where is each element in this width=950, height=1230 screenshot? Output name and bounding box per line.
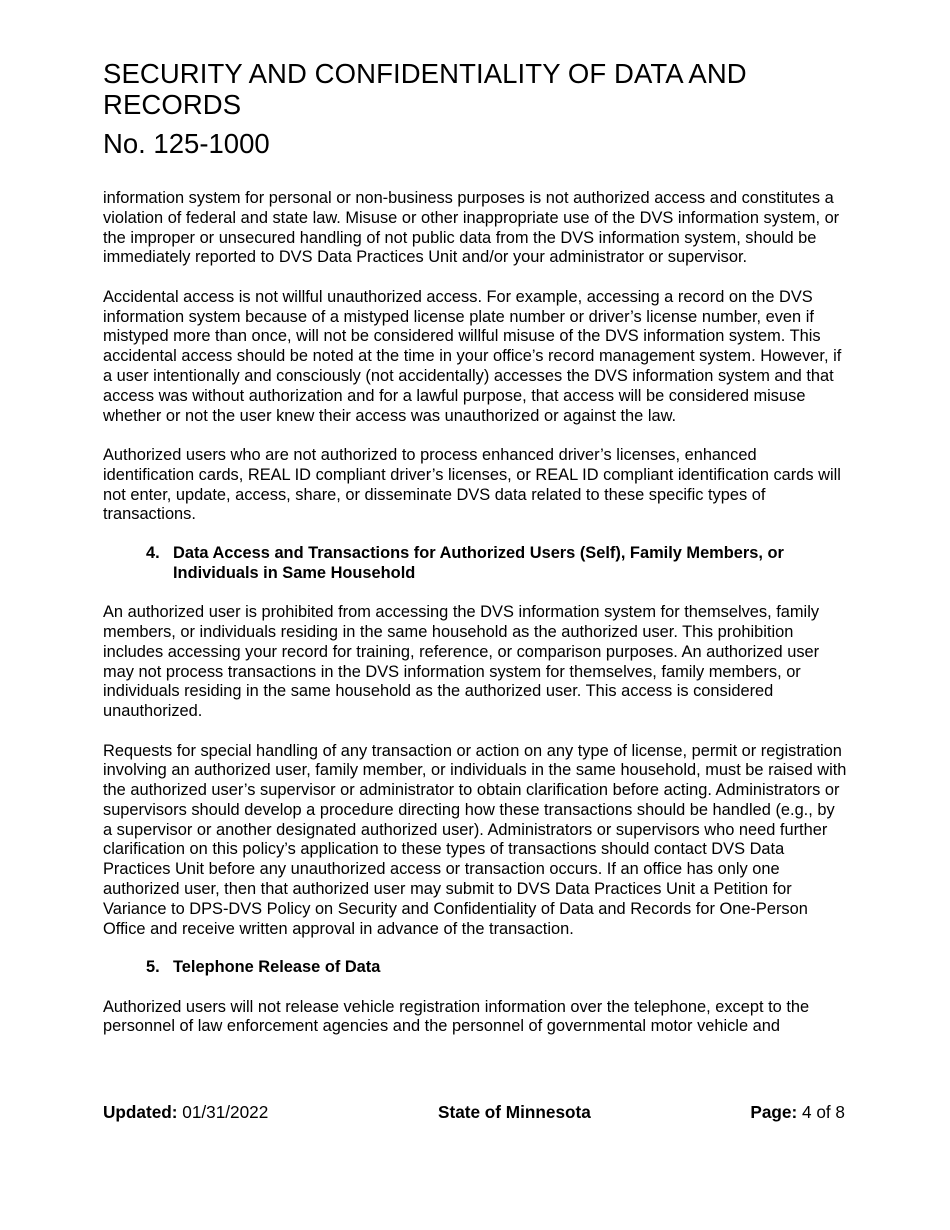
document-number: No. 125-1000 [103,128,270,159]
section-title: Telephone Release of Data [173,958,381,977]
document-page [103,58,848,1057]
updated-label: Updated: [103,1102,178,1122]
section-number: 5. [146,958,160,977]
section-title: Data Access and Transactions for Authorized Users (Self), Family Members, or Individuals in Same Household [173,543,784,582]
paragraph-accidental-access: Accidental access is not willful unauthorized access. For example, accessing a record on the DVS information system because of a mistyped license plate number or driver’s license number, even if mistyped more than once, will not be considered willful misuse of the DVS information system. This accidental access should be noted at the time in your office’s record management system. However, if a user intentionally and consciously (not accidentally) accesses the DVS information system and that access was without authorization and for a lawful purpose, that access will be considered misuse whether or not the user knew their access was unauthorized or against the law. [103,287,842,425]
paragraph-self-access-prohibited: An authorized user is prohibited from accessing the DVS information system for themselves, family members, or individuals residing in the same household as the authorized user. This prohibition includes accessing your record for training, reference, or comparison purposes. An authorized user may not process transactions in the DVS information system for themselves, family members, or individuals residing in the same household as the authorized user. This access is considered unauthorized. [103,603,820,721]
footer-state: State of Minnesota [438,1102,591,1122]
updated-date: 01/31/2022 [182,1102,269,1122]
page-footer [103,1101,845,1123]
paragraph-enhanced-licenses: Authorized users who are not authorized to process enhanced driver’s licenses, enhanced identification cards, REAL ID compliant driver’s licenses, or REAL ID compliant identification cards will not enter, update, access, share, or disseminate DVS data related to these specific types of transactions. [103,445,841,524]
page-value: 4 of 8 [801,1102,845,1122]
section-heading-4 [146,544,848,584]
paragraph-unauthorized-access: information system for personal or non-business purposes is not authorized access and constitutes a violation of federal and state law. Misuse or other inappropriate use of the DVS information system, or the improper or unsecured handling of not public data from the DVS information system, should be immediately reported to DVS Data Practices Unit and/or your administrator or supervisor. [103,189,840,267]
section-number: 4. [146,543,160,562]
page-title: SECURITY AND CONFIDENTIALITY OF DATA AND RECORDS [103,58,747,120]
footer-page-number [750,1101,845,1123]
paragraph-special-handling: Requests for special handling of any transaction or action on any type of license, permit or registration involving an authorized user, family member, or individuals in the same household, must be raised with the authorized user’s supervisor or administrator to obtain clarification before acting. Administrators or supervisors should develop a procedure directing how these transactions should be handled (e.g., by a supervisor or another designated authorized user). Administrators or supervisors who need further clarification on this policy’s application to these types of transactions should contact DVS Data Practices Unit before any unauthorized access or transaction occurs. If an office has only one authorized user, then that authorized user may submit to DVS Data Practices Unit a Petition for Variance to DPS-DVS Policy on Security and Confidentiality of Data and Records for One-Person Office and receive written approval in advance of the transaction. [103,741,847,938]
footer-updated [103,1101,268,1123]
document-body [103,189,848,1037]
section-heading-5 [146,958,848,978]
paragraph-telephone-release: Authorized users will not release vehicle registration information over the telephone, except to the personnel of law enforcement agencies and the personnel of governmental motor vehicle and [103,997,810,1036]
page-label: Page: [750,1102,798,1122]
